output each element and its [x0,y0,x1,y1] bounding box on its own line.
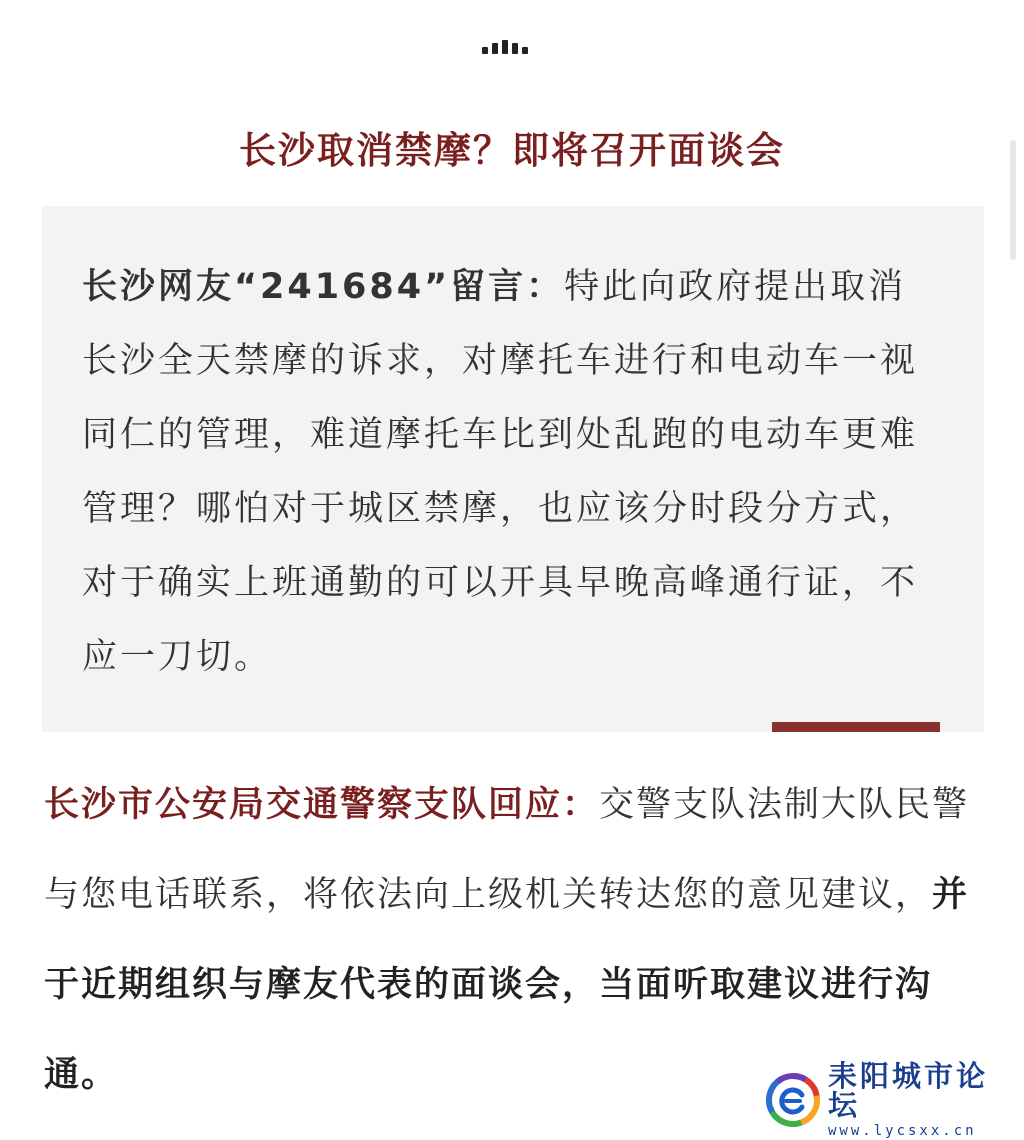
quote-paragraph [82,250,944,694]
quote-accent-bar [772,722,940,732]
forum-watermark [766,1059,1016,1139]
response-bold-text: 并于近期组织与摩友代表的面谈会，当面听取建议进行沟通。 [44,875,970,1095]
watermark-name: 耒阳城市论坛 [828,1059,989,1122]
quote-box [42,206,984,732]
quote-body: 特此向政府提出取消长沙全天禁摩的诉求，对摩托车进行和电动车一视同仁的管理，难道摩托车比到处乱跑的电动车更难管理？哪怕对于城区禁摩，也应该分时段分方式，对于确实上班通勤的可以开具早晚高峰通行证，不应一刀切。 [82,267,919,677]
article-title: 长沙取消禁摩？即将召开面谈会 [239,129,785,172]
watermark-text [828,1059,1016,1139]
response-text: 交警支队法制大队民警与您电话联系，将依法向上级机关转达您的意见建议， [44,785,970,915]
quote-author: 长沙网友“241684”留言： [82,267,565,307]
response-author: 长沙市公安局交通警察支队回应： [44,785,600,825]
watermark-url: www.lycsxx.cn [828,1123,977,1139]
forum-logo-icon [766,1073,820,1127]
pager-dots-icon [482,40,528,54]
